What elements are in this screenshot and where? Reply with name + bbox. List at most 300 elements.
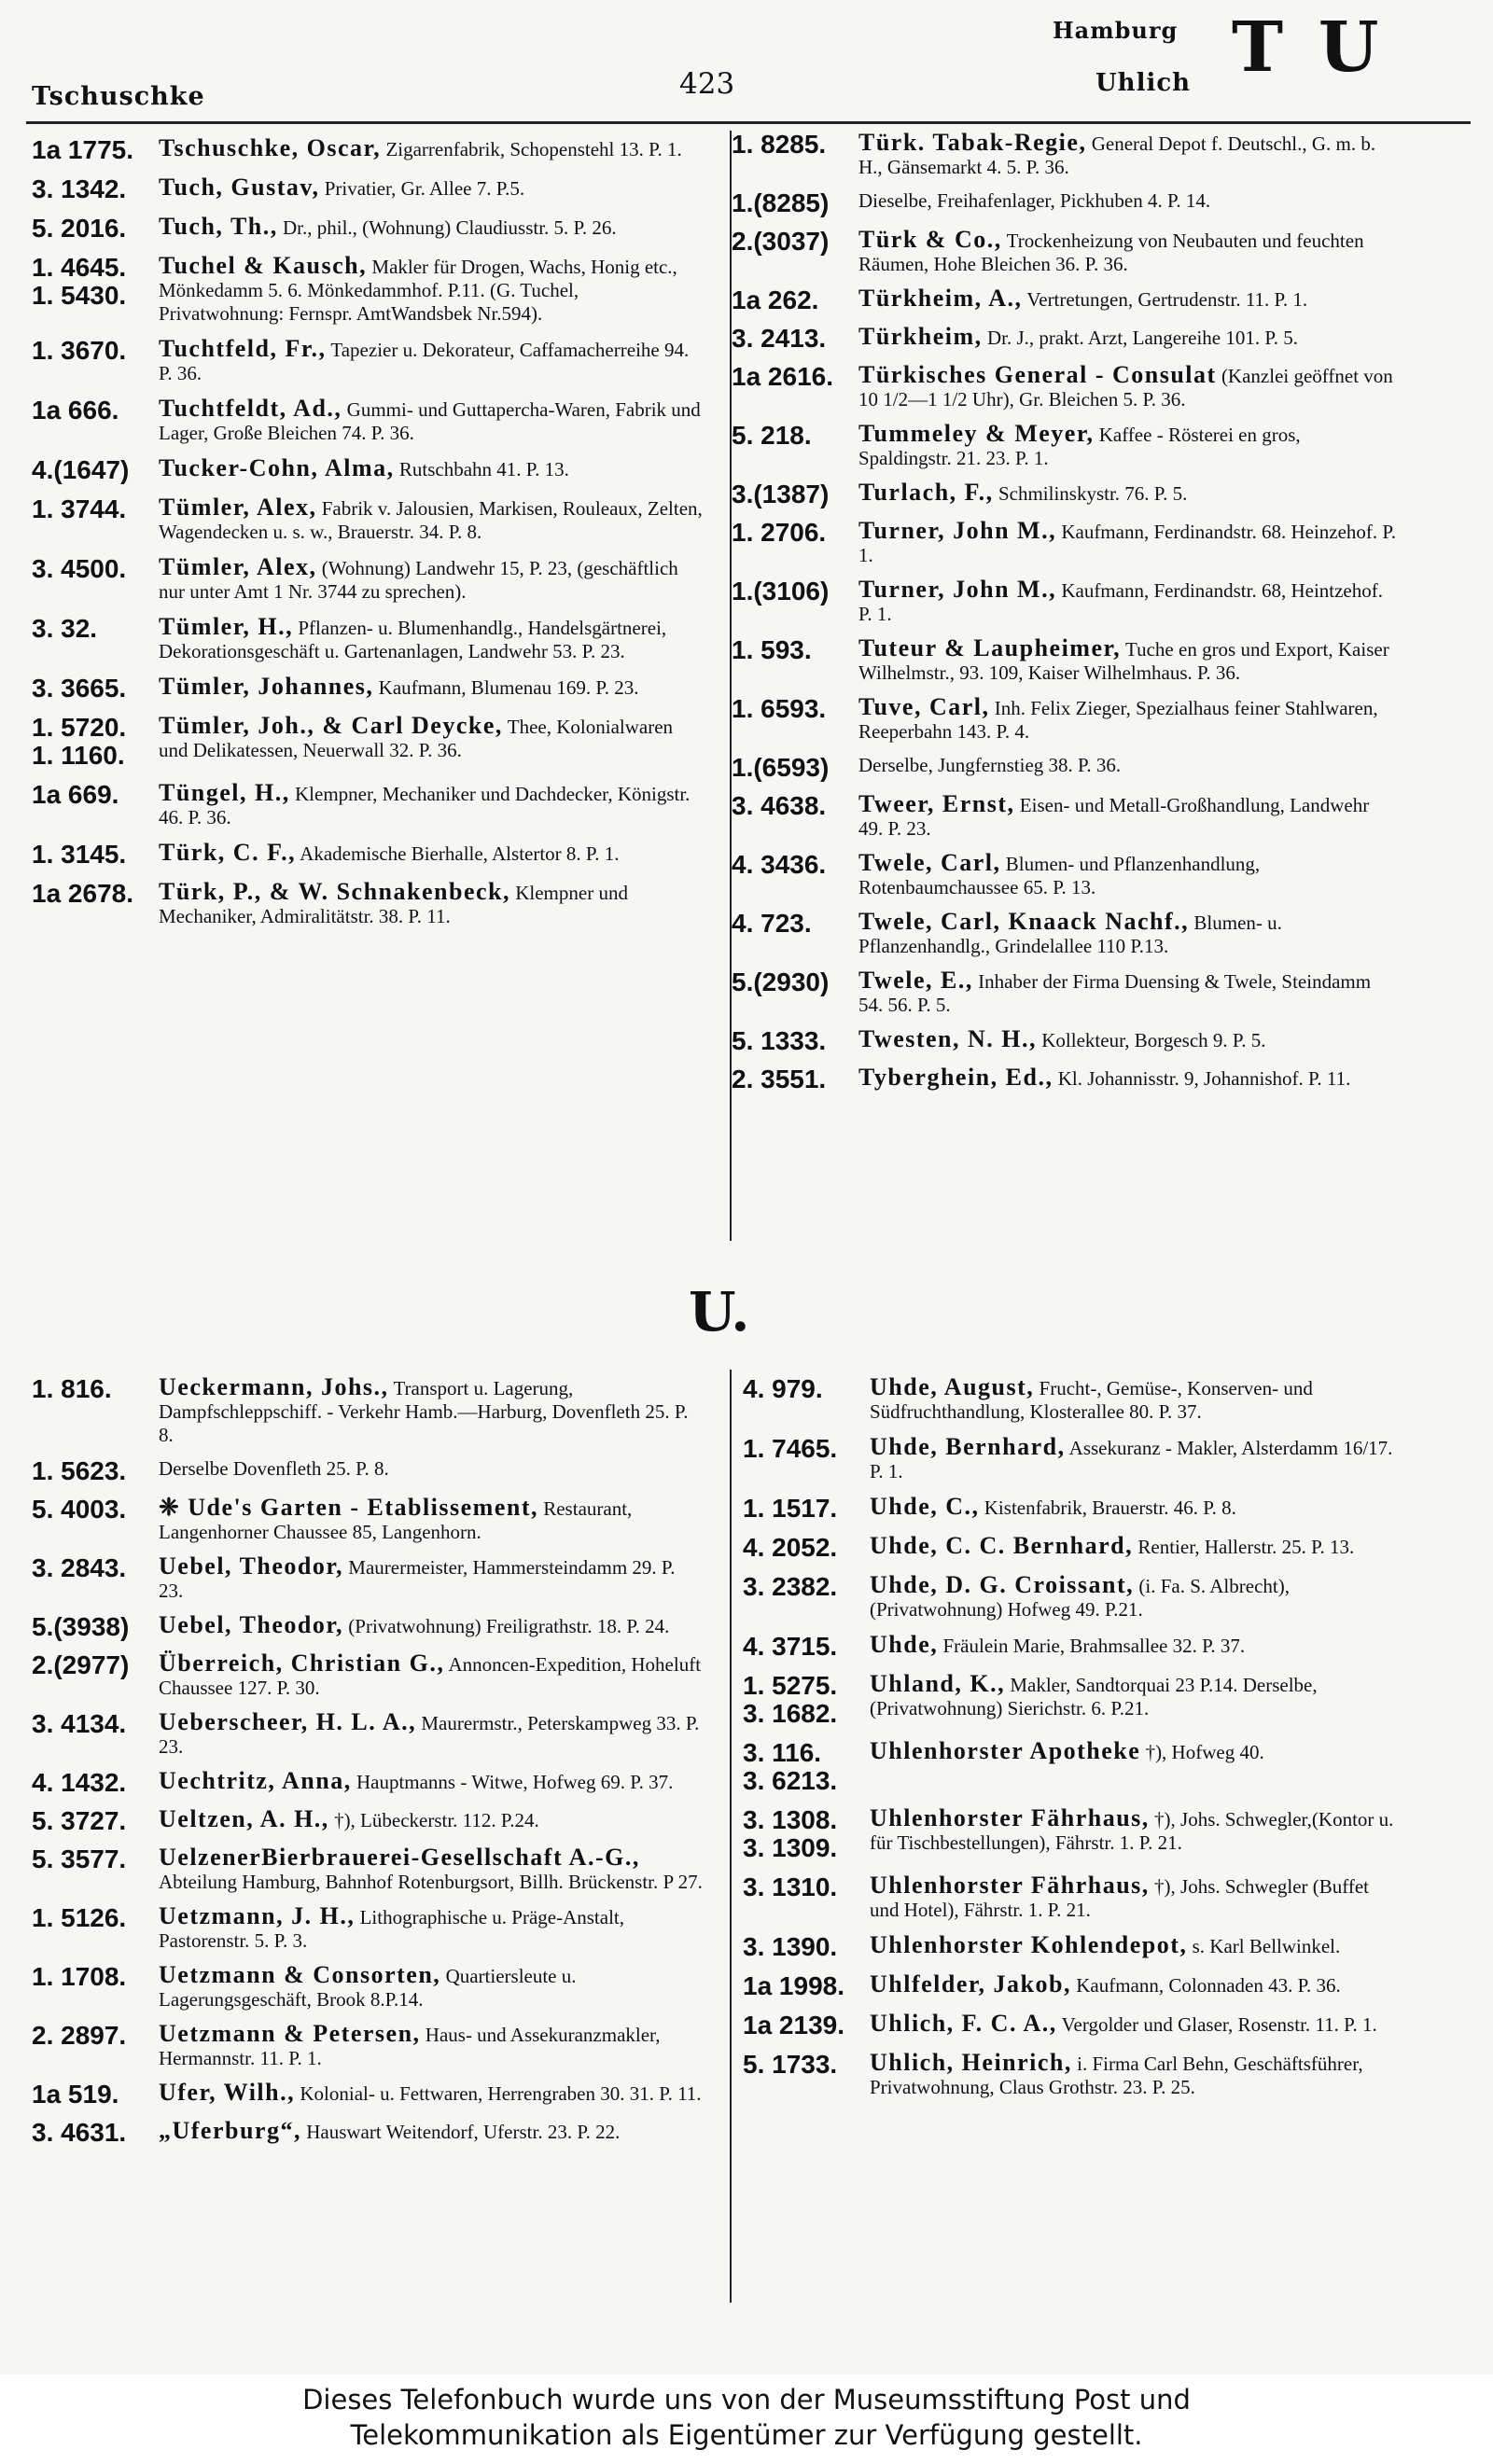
entry-text [146, 2022, 704, 2070]
directory-entry [743, 2051, 1396, 2099]
phone-number: 1. 5275. 3. 1682. [743, 1671, 838, 1728]
column-bottom-right [743, 1375, 1396, 2110]
entry-text [146, 397, 704, 445]
entry-text [845, 754, 1396, 777]
subscriber-name: Uhde, D. G. Croissant, [870, 1571, 1135, 1598]
running-head-city: Hamburg [1053, 17, 1179, 44]
section-letters: T U [1232, 7, 1385, 88]
entry-text [857, 1375, 1396, 1424]
entry-text [857, 1573, 1396, 1622]
directory-entry [732, 968, 1396, 1017]
entry-details: Gummi- und Guttapercha-Waren, Fabrik und Lager, Große Bleichen 74. P. 36. [159, 398, 701, 444]
subscriber-name: Uhlich, Heinrich, [870, 2049, 1072, 2076]
phone-number: 1. 1708. [32, 1962, 127, 1991]
entry-details: Akademische Bierhalle, Alstertor 8. P. 1. [300, 842, 620, 865]
entry-details: i. Firma Carl Behn, Geschäftsführer, Privatwohnung, Claus Grothstr. 23. P. 25. [870, 2053, 1363, 2098]
subscriber-name: Turlach, F., [858, 479, 994, 506]
subscriber-name: Tümler, H., [159, 613, 294, 640]
entry-details: Trockenheizung von Neubauten und feuchten Räumen, Hohe Bleichen 36. P. 36. [858, 230, 1364, 275]
directory-entry [743, 1972, 1396, 2000]
entry-details: Haus- und Assekuranzmakler, Hermannstr. 11. P. 1. [159, 2024, 661, 2069]
subscriber-name: Uhlenhorster Fährhaus, [870, 1872, 1150, 1899]
phone-number: 3. 4134. [32, 1709, 127, 1738]
directory-entry [732, 189, 1396, 217]
phone-number: 1. 3145. [32, 840, 127, 869]
directory-entry [32, 1651, 704, 1700]
subscriber-name: Tümler, Alex, [159, 553, 317, 580]
subscriber-name: Uetzmann & Consorten, [159, 1961, 441, 1988]
directory-entry [732, 480, 1396, 508]
entry-details: Quartiersleute u. Lagerungsgeschäft, Brook 8.P.14. [159, 1965, 577, 2011]
entry-text [845, 131, 1396, 179]
entry-text [857, 1495, 1396, 1520]
phone-number: 5. 1333. [732, 1026, 827, 1055]
entry-details: †), Johs. Schwegler,(Kontor u. für Tischbestellungen), Fährstr. 1. P. 21. [870, 1808, 1394, 1854]
directory-entry [32, 615, 704, 663]
phone-number: 4. 3436. [732, 850, 827, 879]
directory-entry [32, 781, 704, 829]
directory-entry [32, 1457, 704, 1485]
entry-details: Blumen- und Pflanzenhandlung, Rotenbaumchaussee 65. P. 13. [858, 853, 1261, 898]
directory-entry [732, 228, 1396, 276]
entry-details: Vertretungen, Gertrudenstr. 11. P. 1. [1026, 288, 1308, 311]
subscriber-name: Türkisches General - Consulat [858, 361, 1217, 388]
phone-number: 5.(2930) [732, 968, 830, 996]
entry-text [857, 1633, 1396, 1658]
directory-entry [732, 286, 1396, 314]
phone-number: 5. 3727. [32, 1806, 127, 1835]
subscriber-name: Uebel, Theodor, [159, 1611, 344, 1638]
entry-text [146, 337, 704, 385]
column-top-left [32, 136, 704, 940]
directory-entry [32, 1769, 704, 1797]
subscriber-name: Uetzmann & Petersen, [159, 2020, 421, 2047]
entry-details: Kl. Johannisstr. 9, Johannishof. P. 11. [1057, 1067, 1351, 1090]
entry-details: Kaufmann, Blumenau 169. P. 23. [378, 676, 639, 699]
subscriber-name: Tümler, Alex, [159, 494, 317, 521]
directory-entry [32, 215, 704, 243]
subscriber-name: Ueckermann, Johs., [159, 1373, 389, 1400]
phone-number: 1. 3744. [32, 494, 127, 523]
phone-number: 1a 262. [732, 285, 819, 314]
phone-number: 3. 3665. [32, 674, 127, 703]
entry-text [146, 1807, 704, 1832]
directory-entry [743, 1806, 1396, 1862]
directory-entry [32, 2119, 704, 2147]
subscriber-name: ❈ Ude's Garten - Etablissement, [159, 1494, 538, 1521]
entry-details: Kolonial- u. Fettwaren, Herrengraben 30. 31. P. 11. [300, 2082, 702, 2105]
directory-entry [732, 910, 1396, 958]
entry-text [845, 1027, 1396, 1052]
subscriber-name: Türkheim, A., [858, 285, 1023, 312]
entry-text [857, 1435, 1396, 1483]
subscriber-name: Uechtritz, Anna, [159, 1767, 352, 1794]
phone-number: 4. 3715. [743, 1632, 838, 1661]
entry-text [845, 1065, 1396, 1091]
section-heading-u: U. [689, 1280, 750, 1343]
phone-number: 5. 218. [732, 421, 812, 450]
phone-number: 1. 593. [732, 635, 812, 664]
subscriber-name: Ueberscheer, H. L. A., [159, 1708, 417, 1735]
subscriber-name: Uhland, K., [870, 1670, 1006, 1697]
subscriber-name: Ueltzen, A. H., [159, 1805, 329, 1832]
entry-details: Derselbe Dovenfleth 25. P. 8. [159, 1457, 389, 1480]
entry-details: Pflanzen- u. Blumenhandlg., Handelsgärtnerei, Dekorationsgeschäft u. Gartenanlagen, Landwehr 53. P. 23. [159, 617, 667, 662]
column-bottom-left [32, 1375, 704, 2157]
phone-number: 1a 2678. [32, 879, 133, 908]
subscriber-name: Uhlenhorster Fährhaus, [870, 1804, 1150, 1831]
entry-details: Assekuranz - Makler, Alsterdamm 16/17. P. 1. [870, 1437, 1393, 1483]
entry-details: †), Lübeckerstr. 112. P.24. [334, 1809, 539, 1831]
directory-entry [743, 1739, 1396, 1795]
phone-number: 1. 816. [32, 1374, 112, 1403]
entry-text [845, 286, 1396, 312]
entry-details: Tuche en gros und Export, Kaiser Wilhelmstr., 93. 109, Kaiser Wilhelmhaus. P. 36. [858, 638, 1389, 684]
directory-entry [32, 1554, 704, 1603]
subscriber-name: Twele, Carl, [858, 849, 1001, 876]
entry-details: Fabrik v. Jalousien, Markisen, Rouleaux, Zelten, Wagendecken u. s. w., Brauerstr. 34. P. 8. [159, 497, 703, 543]
entry-details: (Wohnung) Landwehr 15, P. 23, (geschäftlich nur unter Amt 1 Nr. 3744 zu sprechen). [159, 557, 678, 603]
subscriber-name: Tümler, Johannes, [159, 673, 374, 700]
subscriber-name: Türk & Co., [858, 226, 1002, 253]
entry-details: Kaufmann, Colonnaden 43. P. 36. [1076, 1974, 1341, 1997]
subscriber-name: Turner, John M., [858, 517, 1057, 544]
directory-entry [743, 1573, 1396, 1622]
directory-entry [32, 456, 704, 484]
directory-entry [32, 841, 704, 869]
entry-details: Inhaber der Firma Duensing & Twele, Steindamm 54. 56. P. 5. [858, 970, 1372, 1016]
subscriber-name: Tuchtfeldt, Ad., [159, 395, 342, 422]
phone-number: 1a 669. [32, 780, 119, 809]
subscriber-name: Türk, P., & W. Schnakenbeck, [159, 878, 510, 905]
entry-text [857, 2051, 1396, 2099]
directory-entry [32, 1963, 704, 2012]
entry-details: s. Karl Bellwinkel. [1192, 1935, 1341, 1957]
directory-entry [743, 1672, 1396, 1728]
directory-entry [32, 880, 704, 928]
phone-number: 1a 1998. [743, 1971, 844, 2000]
phone-number: 1a 2139. [743, 2011, 844, 2039]
subscriber-name: Tweer, Ernst, [858, 790, 1015, 817]
subscriber-name: Tschuschke, Oscar, [159, 134, 382, 161]
subscriber-name: Tucker-Cohn, Alma, [159, 454, 395, 481]
entry-text [146, 456, 704, 481]
subscriber-name: Uhde, Bernhard, [870, 1433, 1066, 1460]
entry-details: Lithographische u. Präge-Anstalt, Pastorenstr. 5. P. 3. [159, 1906, 625, 1952]
directory-entry [743, 1633, 1396, 1661]
entry-details: Makler für Drogen, Wachs, Honig etc., Mönkedamm 5. 6. Mönkedammhof. P.11. (G. Tuchel, Privatwohnung: Fernspr. AmtWandsbek Nr.594). [159, 256, 677, 325]
entry-details: Kollekteur, Borgesch 9. P. 5. [1041, 1029, 1266, 1051]
entry-text [857, 1972, 1396, 1998]
directory-entry [743, 1873, 1396, 1922]
entry-details: Fräulein Marie, Brahmsallee 32. P. 37. [942, 1635, 1246, 1657]
header-rule [26, 121, 1471, 124]
ownership-footer [0, 2374, 1493, 2464]
entry-details: Tapezier u. Dekorateur, Caffamacherreihe 94. P. 36. [159, 339, 690, 384]
entry-text [845, 695, 1396, 744]
directory-entry [32, 495, 704, 544]
entry-text [146, 1457, 704, 1481]
entry-details: Kaffee - Rösterei en gros, Spaldingstr. 21. 23. P. 1. [858, 424, 1301, 469]
entry-details: Kistenfabrik, Brauerstr. 46. P. 8. [984, 1496, 1236, 1519]
entry-details: Makler, Sandtorquai 23 P.14. Derselbe, (Privatwohnung) Sierichstr. 6. P.21. [870, 1674, 1318, 1719]
subscriber-name: Tuchtfeld, Fr., [159, 335, 327, 362]
subscriber-name: Tuch, Gustav, [159, 174, 320, 201]
entry-text [857, 1534, 1396, 1559]
directory-entry [732, 363, 1396, 411]
directory-entry [743, 1435, 1396, 1483]
subscriber-name: Uetzmann, J. H., [159, 1902, 356, 1929]
directory-entry [732, 131, 1396, 179]
directory-entry [32, 2081, 704, 2109]
subscriber-name: Uhde, [870, 1631, 939, 1658]
entry-details: Klempner, Mechaniker und Dachdecker, Königstr. 46. P. 36. [159, 783, 691, 828]
entry-details: Maurermstr., Peterskampweg 33. P. 23. [159, 1712, 700, 1758]
entry-text [146, 1496, 704, 1544]
entry-details: Restaurant, Langenhorner Chaussee 85, Langenhorn. [159, 1497, 633, 1543]
phone-number: 2. 2897. [32, 2021, 127, 2050]
directory-entry [32, 136, 704, 164]
directory-entry [732, 1027, 1396, 1055]
entry-details: Dr. J., prakt. Arzt, Langereihe 101. P. 5. [986, 327, 1298, 349]
entry-text [845, 228, 1396, 276]
directory-entry [732, 792, 1396, 841]
subscriber-name: Tuteur & Laupheimer, [858, 634, 1122, 661]
footer-line-1: Dieses Telefonbuch wurde uns von der Museumsstiftung Post und [302, 2384, 1191, 2415]
phone-number: 5. 2016. [32, 214, 127, 243]
entry-details: Abteilung Hamburg, Bahnhof Rotenburgsort, Billh. Brückenstr. P 27. [159, 1871, 703, 1893]
subscriber-name: Tummeley & Meyer, [858, 420, 1095, 447]
phone-number: 3. 1342. [32, 174, 127, 203]
subscriber-name: Uhde, C. C. Bernhard, [870, 1532, 1134, 1559]
entry-text [146, 215, 704, 240]
entry-details: Derselbe, Jungfernstieg 38. P. 36. [858, 754, 1122, 776]
entry-details: Rutschbahn 41. P. 13. [398, 458, 569, 480]
entry-details: Vergolder und Glaser, Rosenstr. 11. P. 1. [1061, 2013, 1377, 2036]
entry-text [845, 422, 1396, 470]
subscriber-name: Uhde, August, [870, 1373, 1035, 1400]
directory-entry [32, 2022, 704, 2070]
phone-number: 1. 4645. 1. 5430. [32, 253, 127, 310]
subscriber-name: Twele, Carl, Knaack Nachf., [858, 908, 1190, 935]
phone-number: 1. 3670. [32, 336, 127, 365]
directory-entry [743, 1375, 1396, 1424]
subscriber-name: Tyberghein, Ed., [858, 1064, 1053, 1091]
entry-details: Klempner und Mechaniker, Admiralitätstr. 38. P. 11. [159, 882, 628, 927]
entry-details: Transport u. Lagerung, Dampfschleppschiff. - Verkehr Hamb.—Harburg, Dovenfleth 25. P. 8. [159, 1377, 689, 1446]
subscriber-name: Türk, C. F., [159, 839, 297, 866]
subscriber-name: Tümler, Joh., & Carl Deycke, [159, 712, 503, 739]
subscriber-name: Tuve, Carl, [858, 693, 990, 720]
directory-entry [732, 695, 1396, 744]
directory-entry [32, 1904, 704, 1953]
phone-number: 1. 1517. [743, 1494, 838, 1523]
phone-number: 3. 1310. [743, 1872, 838, 1901]
entry-text [146, 2119, 704, 2144]
entry-text [845, 636, 1396, 685]
entry-text [146, 1651, 704, 1700]
entry-text [146, 175, 704, 201]
phone-number: 1. 6593. [732, 694, 827, 723]
entry-details: (i. Fa. S. Albrecht), (Privatwohnung) Hofweg 49. P.21. [870, 1575, 1290, 1621]
phone-number: 2. 3551. [732, 1065, 827, 1093]
entry-text [146, 1963, 704, 2012]
entry-details: Inh. Felix Zieger, Spezialhaus feiner Stahlwaren, Reeperbahn 143. P. 4. [858, 697, 1378, 743]
entry-details: Hauptmanns - Witwe, Hofweg 69. P. 37. [356, 1771, 674, 1793]
entry-details: Frucht-, Gemüse-, Konserven- und Südfruchthandlung, Klosterallee 80. P. 37. [870, 1377, 1313, 1423]
phone-number: 3. 116. 3. 6213. [743, 1738, 838, 1795]
entry-details: Hauswart Weitendorf, Uferstr. 23. P. 22. [306, 2121, 621, 2143]
entry-text [146, 714, 704, 762]
subscriber-name: Uhlfelder, Jakob, [870, 1970, 1071, 1998]
column-top-right [732, 131, 1396, 1104]
phone-number: 3. 1308. 3. 1309. [743, 1805, 838, 1862]
subscriber-name: Überreich, Christian G., [159, 1650, 445, 1677]
subscriber-name: Tuch, Th., [159, 213, 278, 240]
subscriber-name: Tüngel, H., [159, 779, 290, 806]
phone-number: 3. 2843. [32, 1553, 127, 1582]
directory-entry [32, 1496, 704, 1544]
phone-number: 5. 1733. [743, 2050, 838, 2079]
phone-number: 3. 32. [32, 614, 98, 643]
entry-details: Dieselbe, Freihafenlager, Pickhuben 4. P. 14. [858, 189, 1211, 212]
entry-text [845, 792, 1396, 841]
phone-number: 3. 2382. [743, 1572, 838, 1601]
entry-text [146, 615, 704, 663]
directory-entry [32, 1845, 704, 1894]
entry-text [845, 910, 1396, 958]
subscriber-name: Turner, John M., [858, 576, 1057, 603]
directory-entry [32, 175, 704, 203]
directory-entry [32, 555, 704, 604]
directory-entry [32, 714, 704, 770]
entry-text [146, 555, 704, 604]
entry-text [857, 1873, 1396, 1922]
phone-number: 1. 5126. [32, 1903, 127, 1932]
entry-text [146, 1554, 704, 1603]
entry-text [146, 1375, 704, 1447]
phone-number: 1.(3106) [732, 577, 830, 606]
phone-number: 1. 7465. [743, 1434, 838, 1463]
directory-entry [32, 397, 704, 445]
entry-text [845, 851, 1396, 899]
entry-text [857, 1739, 1396, 1764]
phone-number: 4. 979. [743, 1374, 823, 1403]
directory-entry [732, 851, 1396, 899]
entry-text [146, 254, 704, 326]
entry-details: †), Hofweg 40. [1145, 1741, 1264, 1763]
entry-text [146, 1845, 704, 1894]
directory-entry [732, 636, 1396, 685]
entry-text [845, 519, 1396, 567]
phone-number: 3.(1387) [732, 480, 830, 508]
directory-entry [32, 1375, 704, 1447]
entry-text [146, 1769, 704, 1794]
entry-text [845, 578, 1396, 626]
phone-number: 4. 1432. [32, 1768, 127, 1797]
directory-entry [732, 325, 1396, 353]
subscriber-name: Ufer, Wilh., [159, 2079, 296, 2106]
footer-line-2: Telekommunikation als Eigentümer zur Verfügung gestellt. [350, 2419, 1143, 2451]
directory-entry [732, 754, 1396, 782]
entry-details: Kaufmann, Ferdinandstr. 68. Heinzehof. P. 1. [858, 521, 1397, 566]
phone-number: 1a 1775. [32, 135, 133, 164]
phone-number: 1. 5720. 1. 1160. [32, 713, 127, 770]
entry-text [146, 781, 704, 829]
entry-text [845, 480, 1396, 506]
phone-number: 1.(8285) [732, 188, 830, 217]
subscriber-name: Uebel, Theodor, [159, 1552, 344, 1580]
entry-text [857, 1933, 1396, 1958]
directory-entry [32, 1710, 704, 1759]
entry-text [146, 880, 704, 928]
phone-number: 1. 5623. [32, 1456, 127, 1485]
directory-entry [743, 2012, 1396, 2039]
phone-number: 3. 4638. [732, 791, 827, 820]
phone-number: 1a 2616. [732, 362, 833, 391]
entry-text [857, 2012, 1396, 2037]
entry-text [857, 1806, 1396, 1855]
phone-number: 3. 2413. [732, 324, 827, 353]
subscriber-name: Twele, E., [858, 967, 973, 994]
phone-number: 1a 519. [32, 2080, 119, 2109]
running-head-right: Uhlich [1095, 69, 1192, 97]
phone-number: 5. 4003. [32, 1495, 127, 1524]
directory-entry [32, 254, 704, 326]
entry-details: Kaufmann, Ferdinandstr. 68, Heintzehof. P. 1. [858, 579, 1383, 625]
subscriber-name: Uhlich, F. C. A., [870, 2010, 1057, 2037]
directory-entry [32, 675, 704, 703]
phone-number: 4. 2052. [743, 1533, 838, 1562]
directory-entry [732, 1065, 1396, 1093]
entry-text [845, 363, 1396, 411]
entry-text [146, 675, 704, 700]
phone-number: 3. 1390. [743, 1932, 838, 1961]
entry-text [146, 1904, 704, 1953]
subscriber-name: Tuchel & Kausch, [159, 252, 368, 279]
entry-details: Zigarrenfabrik, Schopenstehl 13. P. 1. [385, 138, 682, 160]
phone-number: 4.(1647) [32, 455, 130, 484]
directory-entry [732, 519, 1396, 567]
subscriber-name: Uhlenhorster Apotheke [870, 1737, 1141, 1764]
entry-text [857, 1672, 1396, 1720]
subscriber-name: Uhlenhorster Kohlendepot, [870, 1931, 1188, 1958]
phone-number: 5.(3938) [32, 1612, 130, 1641]
phone-number: 2.(2977) [32, 1650, 130, 1679]
entry-text [845, 325, 1396, 350]
entry-details: Rentier, Hallerstr. 25. P. 13. [1137, 1536, 1355, 1558]
running-head-left: Tschuschke [32, 82, 205, 111]
directory-entry [732, 422, 1396, 470]
page-number: 423 [679, 67, 735, 101]
subscriber-name: Uhde, C., [870, 1493, 980, 1520]
entry-details: Privatier, Gr. Allee 7. P.5. [324, 177, 525, 200]
entry-text [146, 495, 704, 544]
entry-text [146, 2081, 704, 2106]
entry-text [146, 841, 704, 866]
entry-details: General Depot f. Deutschl., G. m. b. H., Gänsemarkt 4. 5. P. 36. [858, 132, 1376, 178]
phone-number: 3. 4631. [32, 2118, 127, 2147]
entry-details: Blumen- u. Pflanzenhandlg., Grindelallee 110 P.13. [858, 912, 1282, 957]
subscriber-name: Twesten, N. H., [858, 1025, 1038, 1052]
entry-text [146, 136, 704, 161]
column-divider-bottom [730, 1370, 732, 2303]
phone-number: 1. 2706. [732, 518, 827, 547]
directory-entry [32, 1613, 704, 1641]
directory-entry [732, 578, 1396, 626]
entry-text [845, 189, 1396, 213]
entry-text [146, 1710, 704, 1759]
